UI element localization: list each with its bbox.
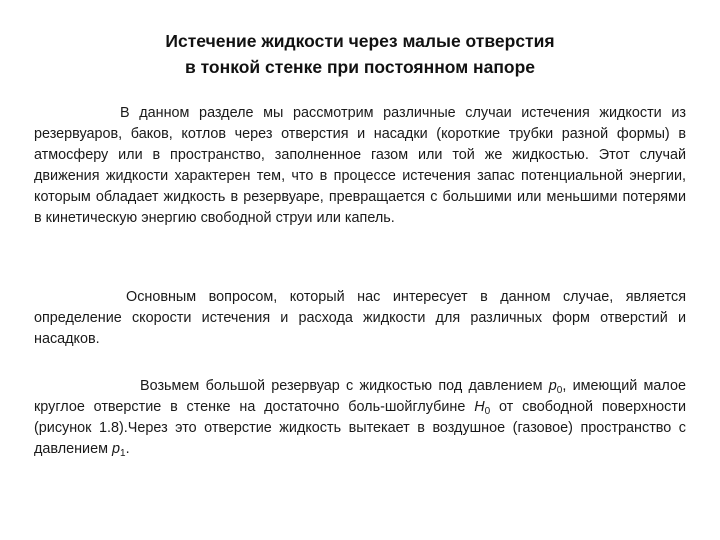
paragraph-main-question: Основным вопросом, который нас интересует в данном случае, является определение скорости истечения и расхода жидкости для различных форм отверстий и насадков. — [34, 289, 686, 347]
paragraph-reservoir-text-c: от свободной поверхности (рисунок 1.8).Через это отверстие жидкость вытекает в воздушное (газовое) пространство с давлением — [34, 399, 686, 457]
pressure-p0-symbol: p — [548, 378, 557, 394]
pressure-p1-subscript: 1 — [120, 448, 126, 459]
paragraph-reservoir-text-d: . — [125, 441, 130, 457]
paragraph-reservoir-text-b: , имеющий малое круглое отверстие в стенке на достаточно боль-шойглубине — [34, 378, 686, 415]
paragraph-reservoir-text-a: Возьмем большой резервуар с жидкостью под давлением — [140, 378, 549, 394]
paragraph-intro: В данном разделе мы рассмотрим различные случаи истечения жидкости из резервуаров, баков, котлов через отверстия и насадки (короткие трубки разной формы) в атмосферу или в пространство, заполненное газом или той же жидкостью. Этот случай движения жидкости характерен тем, что в процессе истечения запас потенциальной энергии, которым обладает жидкость в резервуаре, превращается с большими или меньшими потерями в кинетическую энергию свободной струи или капель. — [34, 105, 686, 226]
slide-title — [0, 28, 720, 80]
depth-h0-subscript: 0 — [484, 406, 491, 417]
title-line-2: в тонкой стенке при постоянном напоре — [184, 57, 536, 77]
paragraph-reservoir — [34, 376, 686, 460]
depth-h0-symbol: H — [474, 399, 485, 415]
pressure-p0-subscript: 0 — [556, 385, 563, 396]
title-line-1: Истечение жидкости через малые отверстия — [165, 31, 555, 51]
pressure-p1-symbol: p — [112, 441, 121, 457]
